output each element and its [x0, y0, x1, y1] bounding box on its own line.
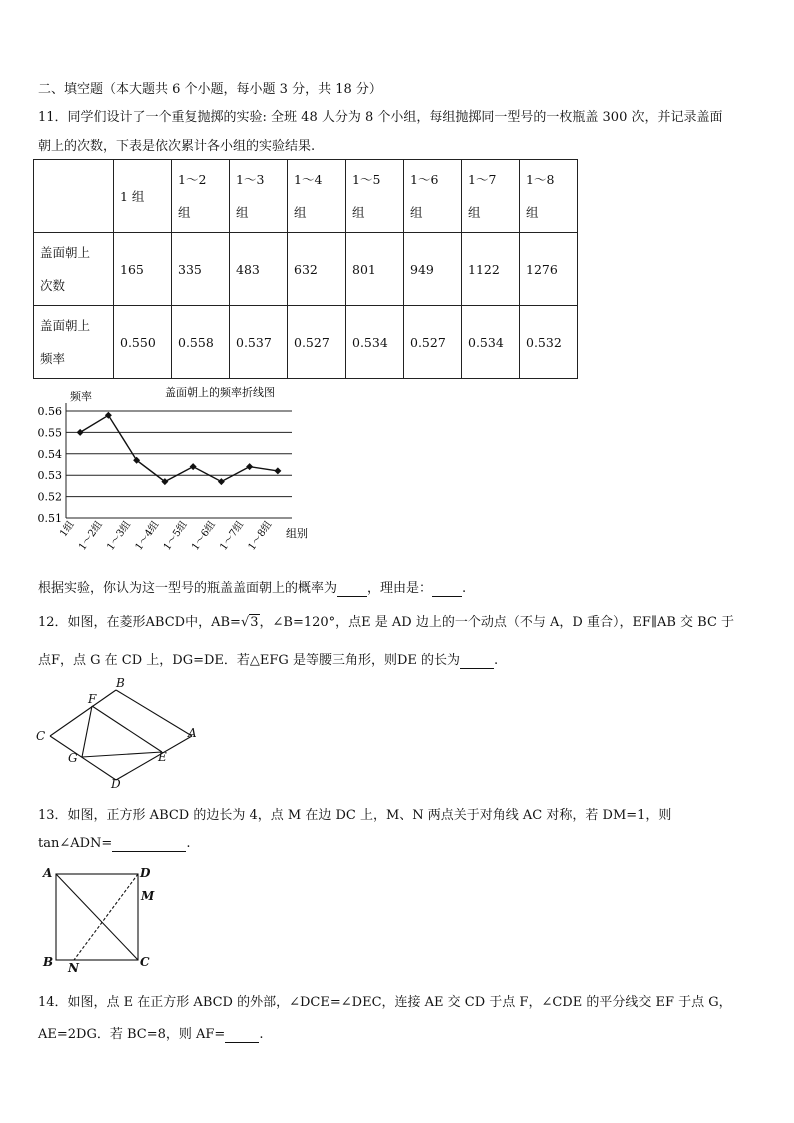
table-header-cell: 1～7 组 [462, 160, 520, 233]
q13-line2: tan∠ADN= . [38, 836, 191, 851]
chart-y-tick-label: 0.55 [37, 426, 62, 440]
segment-DN [74, 874, 138, 960]
table-cell: 165 [114, 233, 172, 306]
chart-data-point [190, 463, 197, 470]
chart-y-ticks [38, 405, 63, 525]
chart-x-tick-label: 1～7组 [218, 519, 247, 553]
table-header-cell: 1～3 组 [230, 160, 288, 233]
chart-xlabel: 组别 [286, 527, 308, 540]
square-figure [40, 862, 164, 976]
label-N: N [68, 961, 79, 975]
diagonal-AC [56, 874, 138, 960]
label-C: C [140, 955, 150, 969]
table-cell: 0.527 [404, 306, 462, 379]
chart-data-point [246, 463, 253, 470]
chart-x-tick-label: 1组 [58, 519, 77, 540]
table-cell: 0.550 [114, 306, 172, 379]
label-C: C [36, 729, 46, 743]
q13-line1: 13．如图，正方形 ABCD 的边长为 4，点 M 在边 DC 上，M、N 两点关于对角线 AC 对称，若 DM=1，则 [38, 808, 672, 823]
table-cell: 335 [172, 233, 230, 306]
label-E: E [158, 750, 167, 764]
chart-y-tick-label: 0.56 [37, 405, 62, 418]
label-M: M [141, 889, 155, 903]
label-A: A [188, 726, 197, 740]
table-cell: 801 [346, 233, 404, 306]
q14-line1: 14．如图，点 E 在正方形 ABCD 的外部，∠DCE=∠DEC，连接 AE 交 CD 于点 F，∠CDE 的平分线交 EF 于点 G， [38, 995, 732, 1010]
chart-title: 盖面朝上的频率折线图 [165, 386, 275, 399]
table-row-count [34, 233, 578, 306]
chart-series [77, 412, 282, 485]
edge-CB [50, 690, 116, 736]
chart-data-point [105, 412, 112, 419]
chart-series-line [80, 415, 278, 481]
chart-x-tick-label: 1～4组 [133, 519, 162, 553]
table-cell: 0.532 [520, 306, 578, 379]
table-header-cell: 1～8 组 [520, 160, 578, 233]
label-G: G [68, 751, 78, 765]
q12-line1: 12．如图，在菱形ABCD中，AB=√3，∠B=120°，点E 是 AD 边上的一个动点（不与 A，D 重合），EF∥AB 交 BC 于 [38, 615, 735, 630]
experiment-table [33, 159, 578, 379]
table-cell: 0.534 [346, 306, 404, 379]
answer-blank [225, 1027, 259, 1043]
edge-DC [50, 736, 116, 780]
table-cell: 949 [404, 233, 462, 306]
table-cell: 0.534 [462, 306, 520, 379]
chart-x-tick-label: 1～3组 [105, 519, 134, 553]
table-cell: 1122 [462, 233, 520, 306]
frequency-line-chart [30, 382, 330, 558]
label-B: B [116, 676, 125, 690]
segment-FE [92, 706, 162, 752]
table-header-cell: 1～6 组 [404, 160, 462, 233]
table-corner-cell [34, 160, 114, 233]
chart-y-tick-label: 0.51 [37, 512, 62, 525]
segment-GE [82, 752, 162, 757]
table-header-row [34, 160, 578, 233]
table-cell: 0.527 [288, 306, 346, 379]
q11-line2: 朝上的次数，下表是依次累计各小组的实验结果. [38, 139, 316, 154]
table-cell: 0.537 [230, 306, 288, 379]
table-row-frequency [34, 306, 578, 379]
chart-y-tick-label: 0.53 [37, 469, 62, 483]
table-cell: 632 [288, 233, 346, 306]
label-A: A [43, 866, 53, 880]
label-D: D [111, 777, 121, 791]
table-cell: 1276 [520, 233, 578, 306]
answer-blank [432, 581, 462, 597]
label-F: F [88, 692, 97, 706]
edge-AD [116, 736, 192, 780]
segment-FG [82, 706, 92, 757]
table-cell: 0.558 [172, 306, 230, 379]
rhombus-figure [34, 676, 202, 792]
chart-data-point [218, 478, 225, 485]
chart-ylabel: 频率 [70, 390, 92, 403]
table-row-label: 盖面朝上 次数 [34, 233, 114, 306]
table-header-cell: 1～2 组 [172, 160, 230, 233]
table-header-cell: 1～4 组 [288, 160, 346, 233]
q14-line2: AE=2DG．若 BC=8，则 AF= . [38, 1027, 264, 1042]
chart-x-tick-label: 1～2组 [77, 519, 105, 553]
chart-x-ticks [57, 519, 274, 553]
table-row-label: 盖面朝上 频率 [34, 306, 114, 379]
chart-y-tick-label: 0.54 [37, 447, 62, 461]
q11-question: 根据实验，你认为这一型号的瓶盖盖面朝上的概率为 ，理由是： . [38, 581, 467, 596]
q11-line1: 11．同学们设计了一个重复抛掷的实验: 全班 48 人分为 8 个小组，每组抛掷同一型号的一枚瓶盖 300 次，并记录盖面 [38, 110, 723, 125]
label-B: B [43, 955, 54, 969]
answer-blank [112, 836, 186, 852]
sqrt-symbol: √ [240, 615, 250, 630]
chart-data-point [274, 467, 281, 474]
table-header-cell: 1～5 组 [346, 160, 404, 233]
chart-x-tick-label: 1～8组 [246, 519, 275, 553]
table-cell: 483 [230, 233, 288, 306]
answer-blank [460, 653, 494, 669]
label-D: D [140, 866, 151, 880]
chart-data-point [77, 429, 84, 436]
q12-line2: 点F，点 G 在 CD 上，DG=DE．若△EFG 是等腰三角形，则DE 的长为 . [38, 653, 499, 668]
answer-blank [337, 581, 367, 597]
section-title: 二、填空题（本大题共 6 个小题，每小题 3 分，共 18 分） [38, 82, 382, 97]
chart-x-tick-label: 1～6组 [190, 519, 218, 553]
table-header-cell: 1 组 [114, 160, 172, 233]
chart-y-tick-label: 0.52 [37, 490, 62, 504]
chart-x-tick-label: 1～5组 [161, 519, 190, 553]
